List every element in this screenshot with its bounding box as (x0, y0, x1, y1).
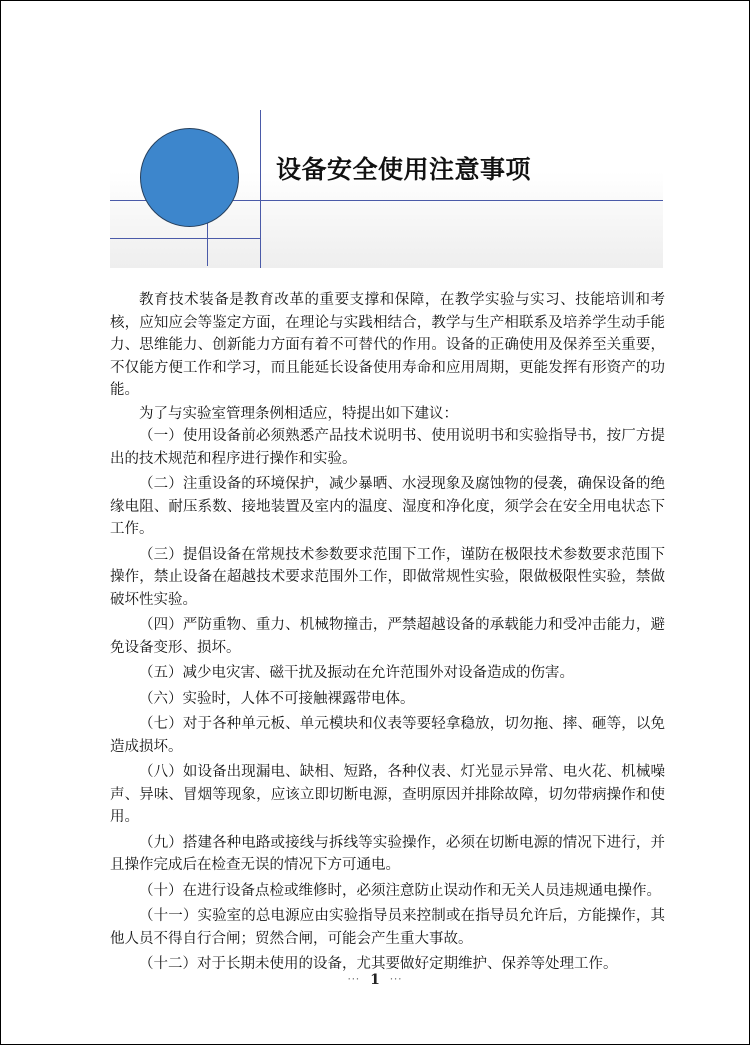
list-item: （六）实验时，人体不可接触裸露带电体。 (139, 690, 415, 707)
list-item: （八）如设备出现漏电、缺相、短路，各种仪表、灯光显示异常、电火花、机械噪声、异味、冒烟等现象，应该立即切断电源，查明原因并排除故障，切勿带病操作和使用。 (110, 764, 665, 825)
list-item: （三）提倡设备在常规技术参数要求范围下工作，谨防在极限技术参数要求范围下操作，禁止设备在超越技术要求范围外工作，即做常规性实验，限做极限性实验，禁做破坏性实验。 (110, 546, 665, 608)
list-item: （七）对于各种单元板、单元模块和仪表等要轻拿稳放，切勿拖、摔、砸等，以免造成损坏。 (110, 716, 665, 755)
list-item: （九）搭建各种电路或接线与拆线等实验操作，必须在切断电源的情况下进行，并且操作完成后在检查无误的情况下方可通电。 (110, 834, 665, 873)
body-text (110, 289, 665, 979)
page-number-right-dots: ··· (389, 974, 403, 986)
list-item: （二）注重设备的环境保护，减少暴晒、水浸现象及腐蚀物的侵袭，确保设备的绝缘电阻、耐压系数、接地装置及室内的温度、湿度和净化度，须学会在安全用电状态下工作。 (110, 476, 665, 537)
banner-short-rule (110, 238, 260, 239)
paragraph-lead: 为了与实验室管理条例相适应，特提出如下建议： (139, 405, 458, 422)
page-title: 设备安全使用注意事项 (276, 155, 532, 184)
decorative-circle-icon (140, 128, 239, 227)
banner-vertical-rule (260, 110, 261, 268)
paragraph-intro: 教育技术装备是教育改革的重要支撑和保障，在教学实验与实习、技能培训和考核，应知应会等鉴定方面，在理论与实践相结合，教学与生产相联系及培养学生动手能力、思维能力、创新能力方面有着不可替代的作用。设备的正确使用及保养至关重要，不仅能方便工作和学习，而且能延长设备使用寿命和应用周期，更能发挥有形资产的功能。 (110, 292, 665, 398)
page-number-left-dots: ··· (347, 974, 361, 986)
list-item: （一）使用设备前必须熟悉产品技术说明书、使用说明书和实验指导书，按厂方提出的技术规范和程序进行操作和实验。 (110, 428, 665, 467)
list-item: （十一）实验室的总电源应由实验指导员来控制或在指导员允许后，方能操作，其他人员不得自行合闸；贸然合闸，可能会产生重大事故。 (110, 908, 665, 947)
list-item: （十）在进行设备点检或维修时，必须注意防止误动作和无关人员违规通电操作。 (139, 882, 661, 899)
list-item: （四）严防重物、重力、机械物撞击，严禁超越设备的承载能力和受冲击能力，避免设备变形、损坏。 (110, 617, 665, 656)
list-item: （五）减少电灾害、磁干扰及振动在允许范围外对设备造成的伤害。 (139, 665, 574, 681)
page-number (0, 972, 750, 988)
list-item: （十二）对于长期未使用的设备，尤其要做好定期维护、保养等处理工作。 (139, 956, 618, 972)
page-number-value: 1 (370, 972, 380, 988)
